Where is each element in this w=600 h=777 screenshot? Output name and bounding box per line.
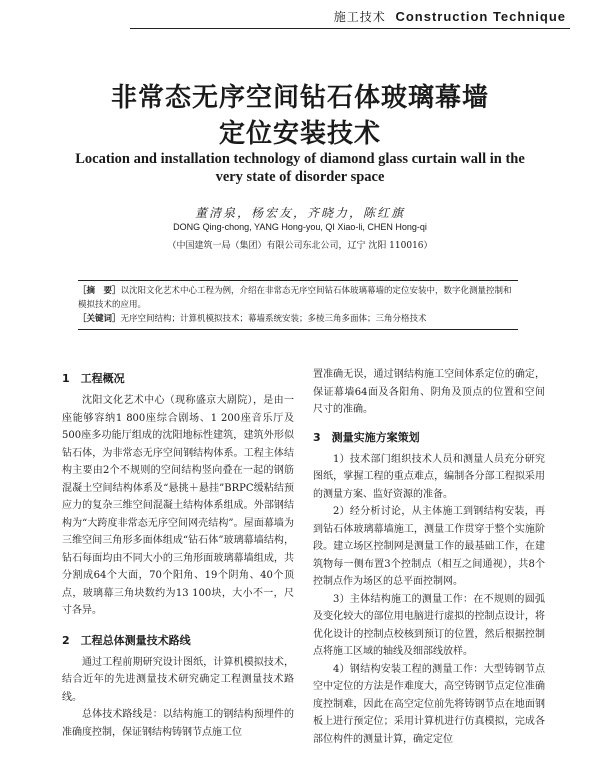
paragraph: 沈阳文化艺术中心（现称盛京大剧院），是由一座能够容纳1 800座综合剧场、1 200座音乐厅及500座多功能厅组成的沈阳地标性建筑，建筑外形似钻石体，为非常态无序空间钢结构体系。工程主体结构主要由2个不规则的空间结构竖向叠在一起的钢筋混凝土空间结构体系及“悬挑＋悬挂”BRPC缓粘结预应力的复杂三维空间混凝土结构体系组成。外部钢结构为“大跨度非常态无序空间网壳结构”。屋面幕墙为三维空间三角形多面体组成“钻石体”玻璃幕墙结构，钻石每面均由不同大小的三角形面玻璃幕墙组成，共分割成64个大面，70个阳角、19个阴角、40个顶点，玻璃幕三角块数约为13 100块，大小不一，尺寸各异。 bbox=[62, 395, 294, 616]
keywords-label: ［关键词］ bbox=[78, 314, 121, 324]
section-cn: 施工技术 bbox=[333, 10, 386, 24]
section-en: Construction Technique bbox=[395, 9, 566, 24]
paragraph: 1）技术部门组织技术人员和测量人员充分研究图纸，掌握工程的重点难点，编制各分部工程拟采用的测量方案、监好资源的准备。 bbox=[313, 453, 545, 500]
column-left bbox=[62, 366, 294, 741]
abstract-text: 以沈阳文化艺术中心工程为例，介绍在非常态无序空间钻石体玻璃幕墙的定位安装中，数字化测量控制和模拟技术的应用。 bbox=[78, 286, 512, 310]
section-1-heading: 1 工程概况 bbox=[62, 372, 125, 385]
column-right bbox=[313, 366, 545, 748]
affiliation: （中国建筑一局（集团）有限公司东北公司，辽宁 沈阳 110016） bbox=[167, 241, 433, 251]
paragraph: 总体技术路线是：以结构施工的钢结构预埋件的准确度控制，保证钢结构铸钢节点施工位 bbox=[62, 709, 294, 738]
header-rule bbox=[130, 28, 570, 29]
title-cn-line1: 非常态无序空间钻石体玻璃幕墙 bbox=[110, 83, 489, 113]
paragraph: 4）钢结构安装工程的测量工作：大型铸钢节点空中定位的方法是作难度大，高空铸钢节点定位准确度控制难，因此在高空定位前先将铸钢节点在地面钢板上进行预定位；采用计算机进行仿真模拟，完成各部位构件的测量计算，确定定位 bbox=[313, 663, 545, 745]
title-cn bbox=[0, 80, 600, 152]
abstract-label: ［摘 要］ bbox=[78, 286, 121, 296]
section-2-heading: 2 工程总体测量技术路线 bbox=[62, 633, 191, 647]
title-cn-line2: 定位安装技术 bbox=[218, 119, 381, 149]
abstract-box bbox=[78, 280, 518, 330]
paragraph: 3）主体结构施工的测量工作：在不规则的圆弧及变化较大的部位用电脑进行虚拟的控制点设计，将优化设计的控制点校核到预订的位置，然后根据控制点将施工区域的轴线及细部线放样。 bbox=[313, 593, 545, 657]
journal-header bbox=[334, 8, 566, 25]
keywords-text: 无序空间结构；计算机模拟技术；幕墙系统安装；多棱三角多面体；三角分格技术 bbox=[120, 314, 427, 324]
title-en: Location and installation technology of diamond glass curtain wall in the very state of disorder space bbox=[75, 151, 525, 185]
paragraph-continued: 置准确无误，通过钢结构施工空间体系定位的确定，保证幕墙64面及各阳角、阴角及顶点的位置和空间尺寸的准确。 bbox=[313, 369, 545, 415]
paragraph: 2）经分析讨论，从主体施工到钢结构安装，再到钻石体玻璃幕墙施工，测量工作贯穿于整个实施阶段。建立场区控制网是测量工作的最基础工作，在建筑物每一侧布置3个控制点（相互之间通视），共8个控制点作为场区的总平面控制网。 bbox=[313, 506, 545, 587]
section-3-heading: 3 测量实施方案策划 bbox=[313, 430, 420, 444]
paragraph: 通过工程前期研究设计图纸，计算机模拟技术，结合近年的先进测量技术研究确定工程测量技术路线。 bbox=[62, 656, 294, 703]
abstract bbox=[78, 284, 518, 312]
keywords bbox=[78, 312, 518, 326]
authors-en: DONG Qing-chong, YANG Hong-you, QI Xiao-li, CHEN Hong-qi bbox=[173, 222, 427, 232]
authors-cn: 董清泉，杨宏友，齐晓力，陈红旗 bbox=[194, 206, 405, 220]
